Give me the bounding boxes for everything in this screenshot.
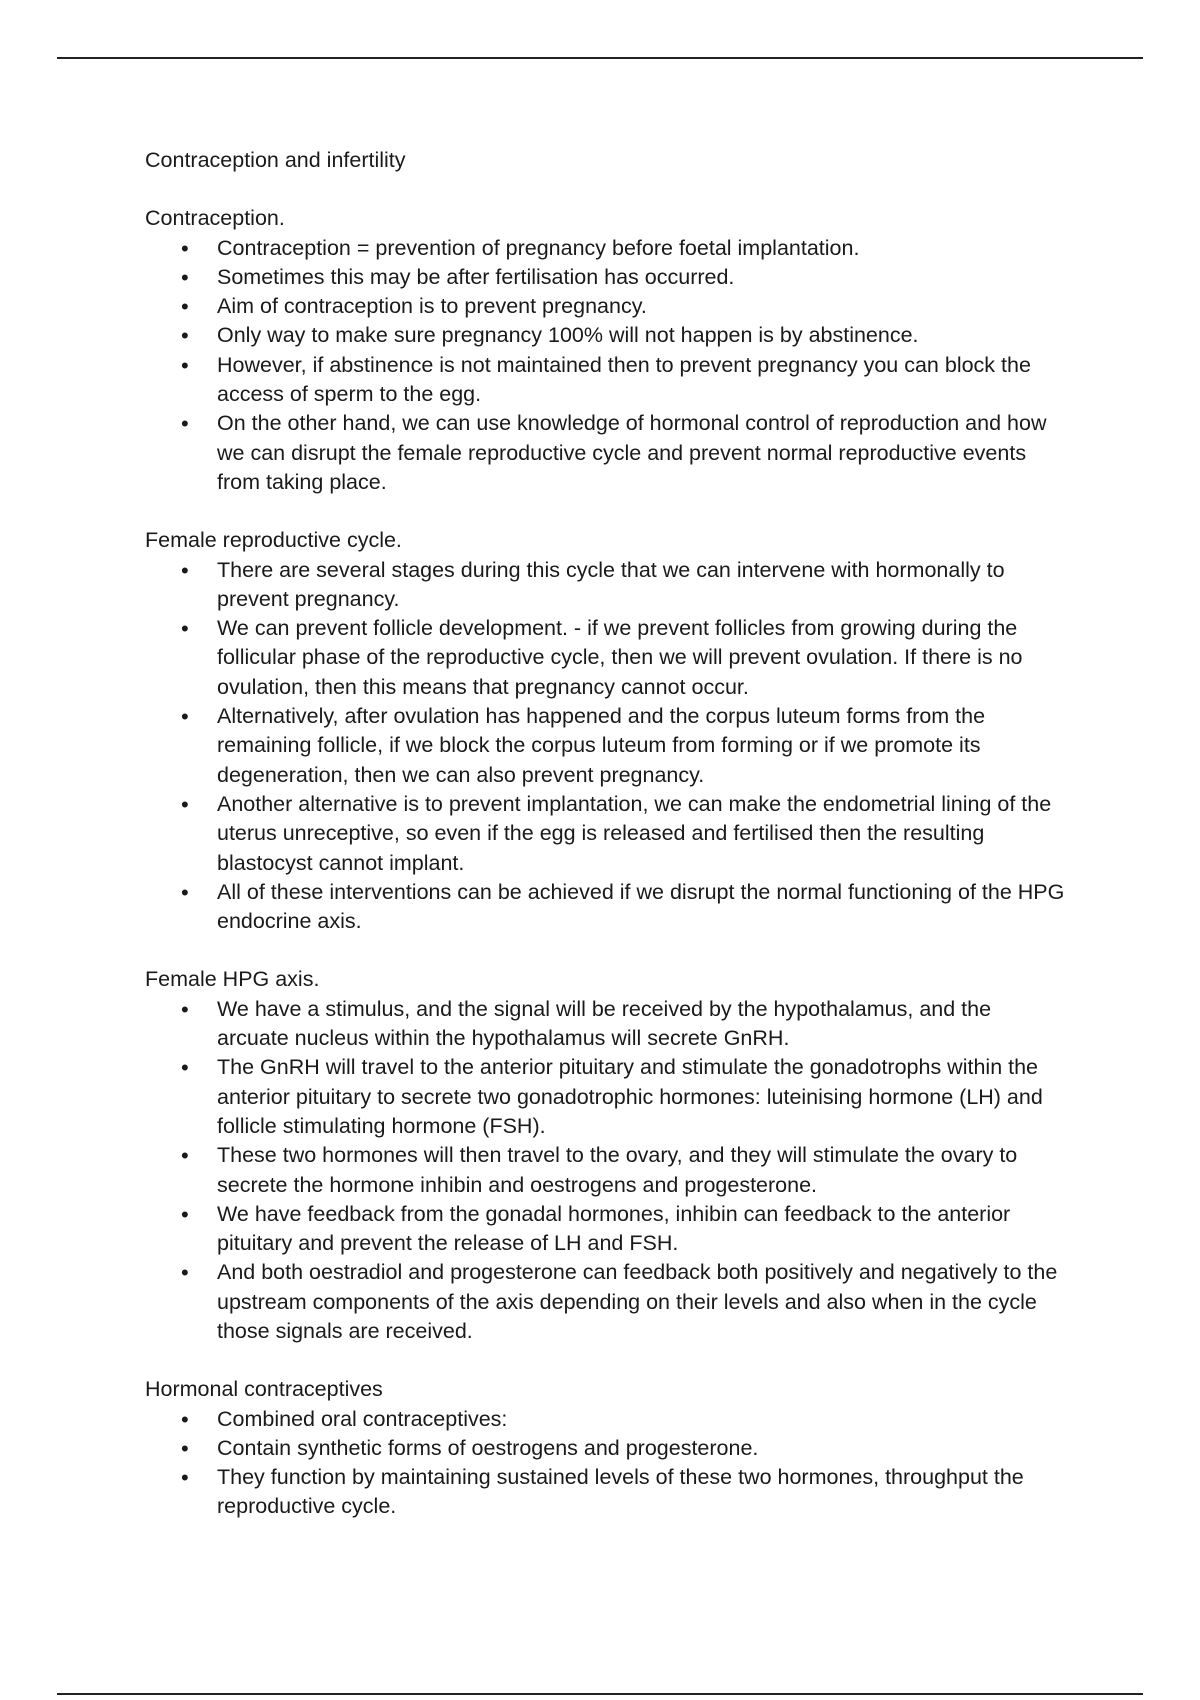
bullet-item: • We can prevent follicle development. - if we prevent follicles from growing during the follicular phase of the reproductive cycle, then we will prevent ovulation. If there is no ovulation, then this means that pregnancy cannot occur. [145, 614, 1065, 702]
page-bottom-rule [57, 1693, 1143, 1695]
bullet-list [145, 234, 1065, 498]
section-heading: Female reproductive cycle. [145, 528, 402, 553]
bullet-list [145, 995, 1065, 1347]
bullet-item: • Only way to make sure pregnancy 100% will not happen is by abstinence. [145, 321, 1065, 350]
bullet-item: • Contraception = prevention of pregnancy before foetal implantation. [145, 234, 1065, 263]
bullet-list [145, 556, 1065, 937]
bullet-list [145, 1405, 1065, 1522]
section-female-reproductive-cycle [145, 526, 1065, 936]
bullet-item: • They function by maintaining sustained levels of these two hormones, throughput the reproductive cycle. [145, 1463, 1065, 1522]
bullet-item: • Sometimes this may be after fertilisation has occurred. [145, 263, 1065, 292]
document-body [145, 146, 1065, 1522]
bullet-item: • The GnRH will travel to the anterior pituitary and stimulate the gonadotrophs within the anterior pituitary to secrete two gonadotrophic hormones: luteinising hormone (LH) and follicle stimulating hormone (FSH). [145, 1053, 1065, 1141]
section-heading: Contraception. [145, 206, 285, 231]
bullet-item: • However, if abstinence is not maintained then to prevent pregnancy you can block the access of sperm to the egg. [145, 351, 1065, 410]
bullet-item: • Alternatively, after ovulation has happened and the corpus luteum forms from the remaining follicle, if we block the corpus luteum from forming or if we promote its degeneration, then we can also prevent pregnancy. [145, 702, 1065, 790]
bullet-item: • Combined oral contraceptives: [145, 1405, 1065, 1434]
bullet-item: • These two hormones will then travel to the ovary, and they will stimulate the ovary to secrete the hormone inhibin and oestrogens and progesterone. [145, 1141, 1065, 1200]
bullet-item: • And both oestradiol and progesterone can feedback both positively and negatively to the upstream components of the axis depending on their levels and also when in the cycle those signals are received. [145, 1258, 1065, 1346]
section-hormonal-contraceptives [145, 1375, 1065, 1521]
section-contraception [145, 204, 1065, 497]
bullet-item: • Aim of contraception is to prevent pregnancy. [145, 292, 1065, 321]
section-heading: Hormonal contraceptives [145, 1377, 383, 1402]
section-heading: Female HPG axis. [145, 967, 320, 992]
bullet-item: • There are several stages during this cycle that we can intervene with hormonally to prevent pregnancy. [145, 556, 1065, 615]
section-female-hpg-axis [145, 965, 1065, 1346]
bullet-item: • Another alternative is to prevent implantation, we can make the endometrial lining of the uterus unreceptive, so even if the egg is released and fertilised then the resulting blastocyst cannot implant. [145, 790, 1065, 878]
bullet-item: • Contain synthetic forms of oestrogens and progesterone. [145, 1434, 1065, 1463]
bullet-item: • All of these interventions can be achieved if we disrupt the normal functioning of the HPG endocrine axis. [145, 878, 1065, 937]
bullet-item: • We have a stimulus, and the signal will be received by the hypothalamus, and the arcuate nucleus within the hypothalamus will secrete GnRH. [145, 995, 1065, 1054]
bullet-item: • On the other hand, we can use knowledge of hormonal control of reproduction and how we can disrupt the female reproductive cycle and prevent normal reproductive events from taking place. [145, 409, 1065, 497]
bullet-item: • We have feedback from the gonadal hormones, inhibin can feedback to the anterior pituitary and prevent the release of LH and FSH. [145, 1200, 1065, 1259]
page-top-rule [57, 57, 1143, 59]
document-title: Contraception and infertility [145, 148, 406, 172]
